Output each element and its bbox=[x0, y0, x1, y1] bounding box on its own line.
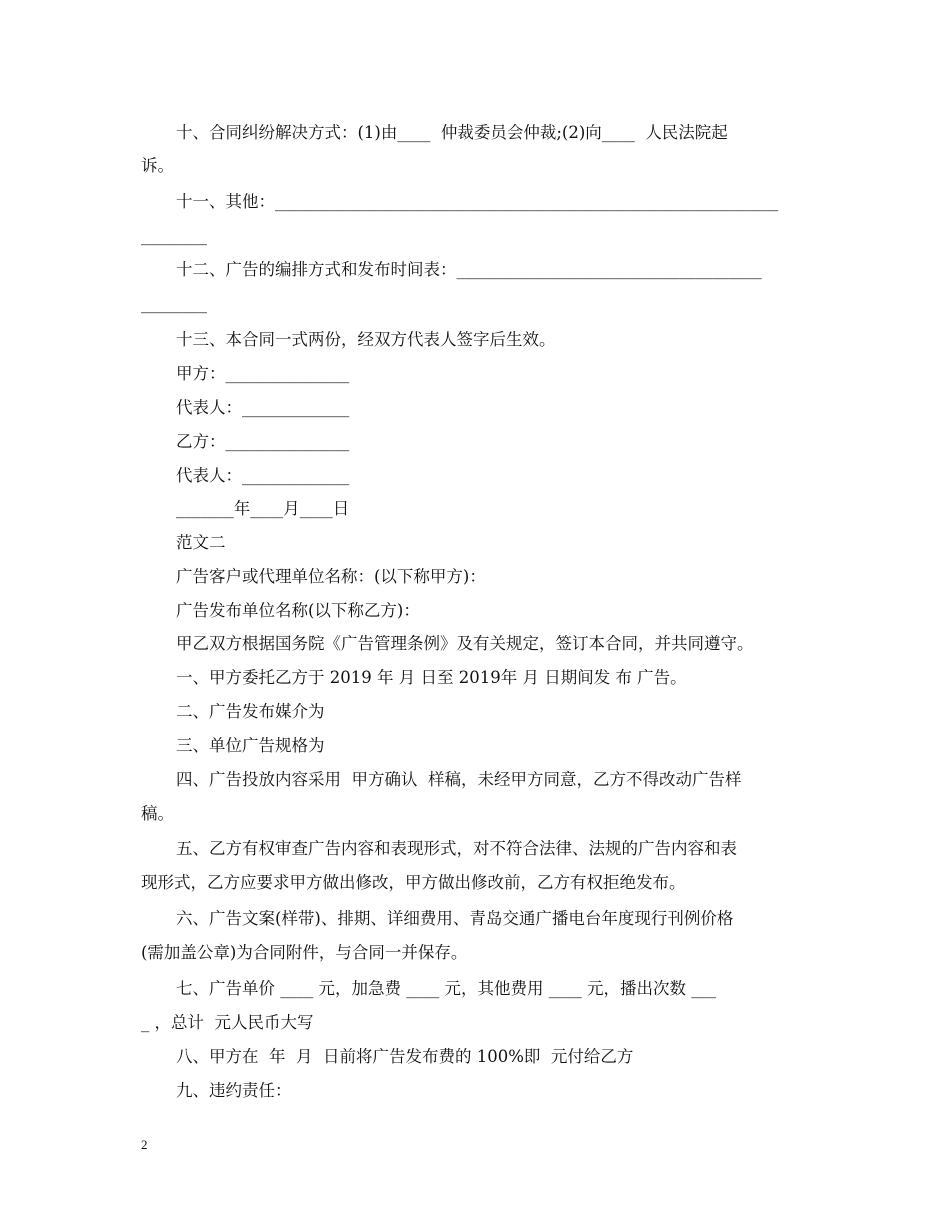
clause-6: 六、广告文案(样带)、排期、详细费用、青岛交通广播电台年度现行刊例价格 bbox=[176, 909, 734, 928]
clause-9: 九、违约责任： bbox=[176, 1081, 292, 1100]
party-a-line: 甲方：_______________ bbox=[176, 364, 350, 383]
clause-11: 十一、其他：_____________________________________________________________ bbox=[176, 192, 779, 211]
clause-10: 十、合同纠纷解决方式：(1)由____ 仲裁委员会仲裁;(2)向____ 人民法院起 bbox=[176, 123, 728, 142]
clause-6-cont: (需加盖公章)为合同附件，与合同一并保存。 bbox=[141, 943, 468, 962]
clause-13: 十三、本合同一式两份，经双方代表人签字后生效。 bbox=[176, 330, 556, 349]
clause-2: 二、广告发布媒介为 bbox=[176, 702, 325, 721]
publisher-name-line: 广告发布单位名称(以下称乙方)： bbox=[176, 601, 420, 620]
clause-5: 五、乙方有权审查广告内容和表现形式，对不符合法律、法规的广告内容和表 bbox=[176, 839, 737, 858]
page-number: 2 bbox=[141, 1137, 148, 1152]
preamble: 甲乙双方根据国务院《广告管理条例》及有关规定，签订本合同，并共同遵守。 bbox=[176, 634, 754, 653]
party-a-rep-line: 代表人：_____________ bbox=[176, 398, 350, 417]
party-b-line: 乙方：_______________ bbox=[176, 432, 350, 451]
clause-12-cont: ________ bbox=[141, 294, 207, 313]
clause-8: 八、甲方在 年 月 日前将广告发布费的 100%即 元付给乙方 bbox=[176, 1047, 634, 1066]
client-name-line: 广告客户或代理单位名称：(以下称甲方)： bbox=[176, 567, 486, 586]
clause-11-cont: ________ bbox=[141, 226, 207, 245]
party-b-rep-line: 代表人：_____________ bbox=[176, 466, 350, 485]
clause-1: 一、甲方委托乙方于 2019 年 月 日至 2019年 月 日期间发 布 广告。 bbox=[176, 668, 687, 687]
clause-10-cont: 诉。 bbox=[141, 156, 174, 175]
clause-7: 七、广告单价 ____ 元，加急费 ____ 元，其他费用 ____ 元，播出次数 ___ bbox=[176, 979, 716, 998]
clause-12: 十二、广告的编排方式和发布时间表：_____________________________________ bbox=[176, 260, 762, 279]
clause-4: 四、广告投放内容采用 甲方确认 样稿，未经甲方同意，乙方不得改动广告样 bbox=[176, 770, 742, 789]
clause-4-cont: 稿。 bbox=[141, 804, 174, 823]
date-line: _______年____月____日 bbox=[176, 499, 350, 518]
clause-3: 三、单位广告规格为 bbox=[176, 736, 325, 755]
clause-7-cont: _ ，总计 元人民币大写 bbox=[141, 1013, 314, 1032]
sample-two-heading: 范文二 bbox=[176, 533, 226, 552]
clause-5-cont: 现形式，乙方应要求甲方做出修改，甲方做出修改前，乙方有权拒绝发布。 bbox=[141, 873, 686, 892]
